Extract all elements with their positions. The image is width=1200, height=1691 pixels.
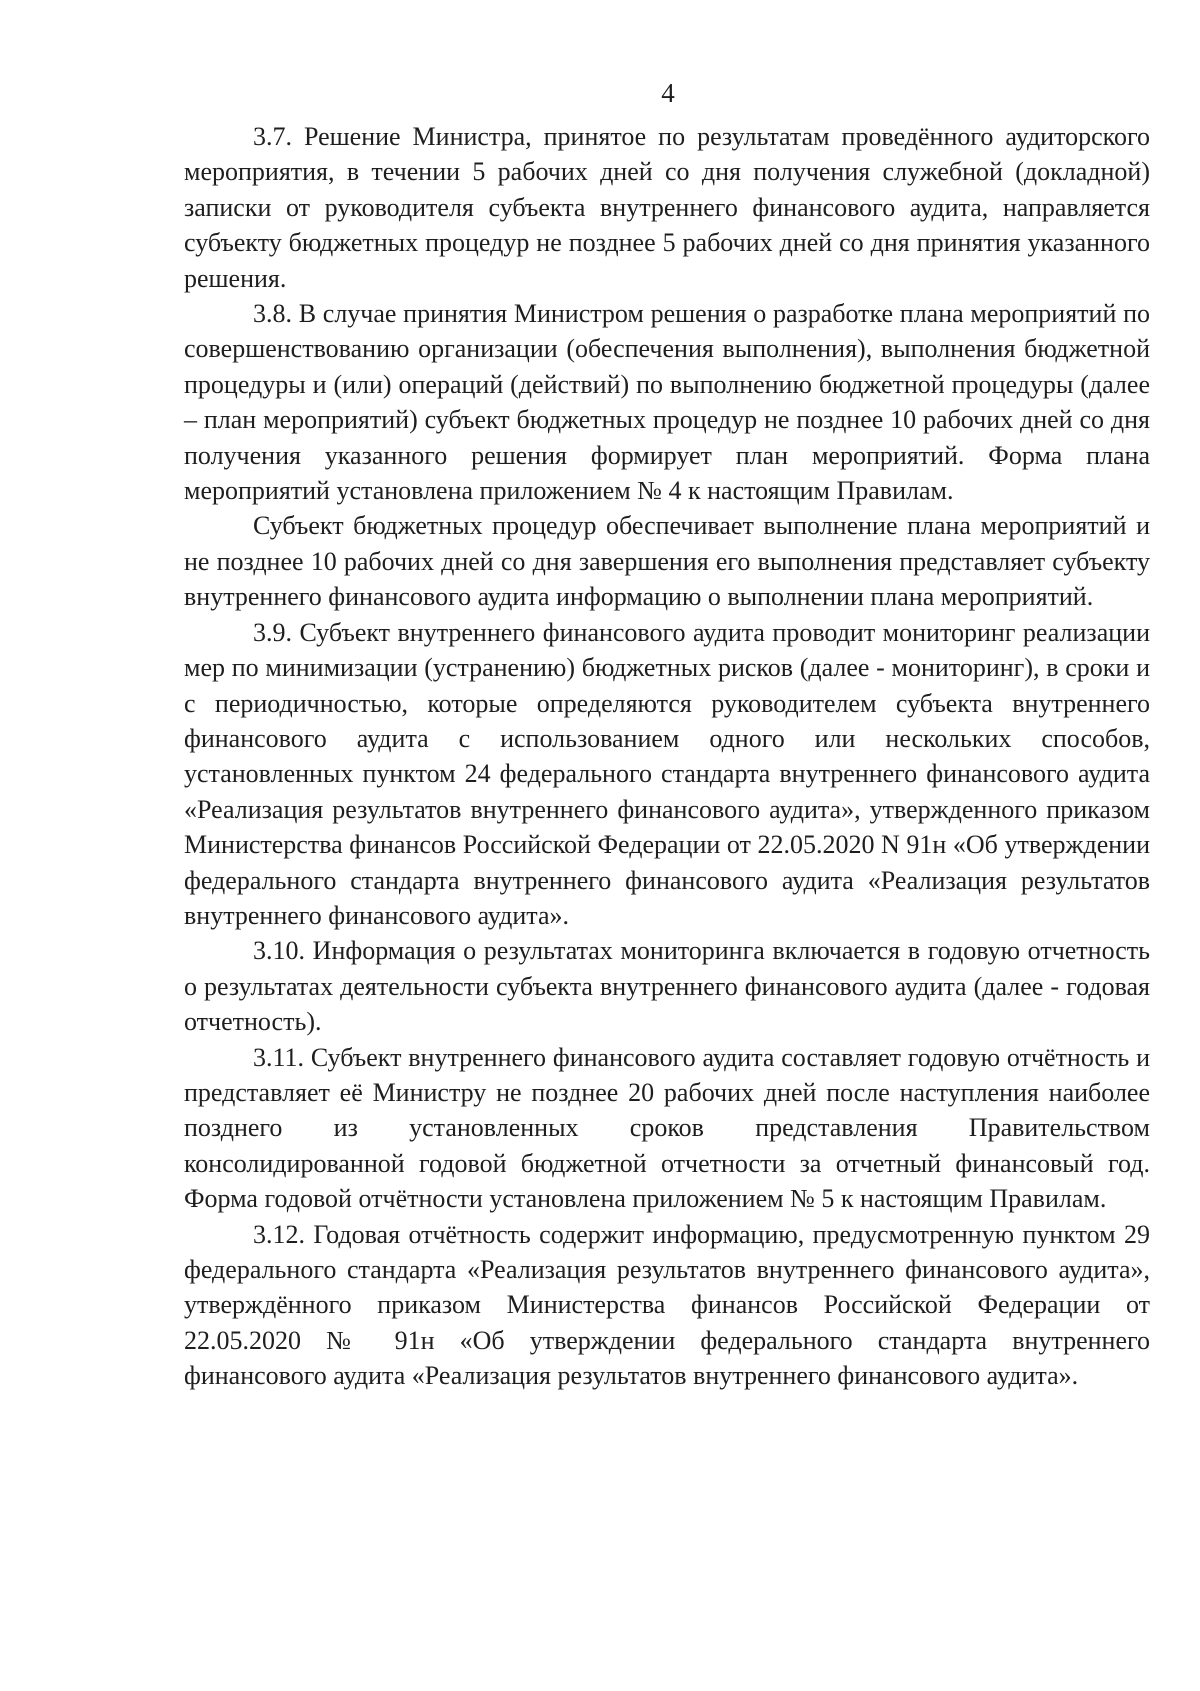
paragraph-3-9: 3.9. Субъект внутреннего финансового аудита проводит мониторинг реализации мер по минимизации (устранению) бюджетных рисков (далее - мониторинг), в сроки и с периодичностью, которые определяются руководителем субъекта внутреннего финансового аудита с использованием одного или нескольких способов, установленных пунктом 24 федерального стандарта внутреннего финансового аудита «Реализация результатов внутреннего финансового аудита», утвержденного приказом Министерства финансов Российской Федерации от 22.05.2020 N 91н «Об утверждении федерального стандарта внутреннего финансового аудита «Реализация результатов внутреннего финансового аудита».	[184, 617, 1150, 930]
document-body	[184, 119, 1150, 1394]
paragraph-3-11: 3.11. Субъект внутреннего финансового аудита составляет годовую отчётность и представляет её Министру не позднее 20 рабочих дней после наступления наиболее позднего из установленных сроков представления Правительством консолидированной годовой бюджетной отчетности за отчетный финансовый год. Форма годовой отчётности установлена приложением № 5 к настоящим Правилам.	[184, 1042, 1150, 1214]
page-number: 4	[661, 78, 675, 108]
paragraph-3-10: 3.10. Информация о результатах мониторинга включается в годовую отчетность о результатах деятельности субъекта внутреннего финансового аудита (далее - годовая отчетность).	[184, 936, 1150, 1037]
paragraph-3-8: 3.8. В случае принятия Министром решения о разработке плана мероприятий по совершенствованию организации (обеспечения выполнения), выполнения бюджетной процедуры и (или) операций (действий) по выполнению бюджетной процедуры (далее – план мероприятий) субъект бюджетных процедур не позднее 10 рабочих дней со дня получения указанного решения формирует план мероприятий. Форма плана мероприятий установлена приложением № 4 к настоящим Правилам.	[184, 299, 1150, 506]
paragraph-3-12: 3.12. Годовая отчётность содержит информацию, предусмотренную пунктом 29 федерального стандарта «Реализация результатов внутреннего финансового аудита», утверждённого приказом Министерства финансов Российской Федерации от 22.05.2020 № 91н «Об утверждении федерального стандарта внутреннего финансового аудита «Реализация результатов внутреннего финансового аудита».	[184, 1219, 1150, 1391]
paragraph-3-7: 3.7. Решение Министра, принятое по результатам проведённого аудиторского мероприятия, в течении 5 рабочих дней со дня получения служебной (докладной) записки от руководителя субъекта внутреннего финансового аудита, направляется субъекту бюджетных процедур не позднее 5 рабочих дней со дня принятия указанного решения.	[184, 122, 1150, 293]
paragraph-3-8-continued: Субъект бюджетных процедур обеспечивает выполнение плана мероприятий и не позднее 10 рабочих дней со дня завершения его выполнения представляет субъекту внутреннего финансового аудита информацию о выполнении плана мероприятий.	[184, 511, 1150, 612]
